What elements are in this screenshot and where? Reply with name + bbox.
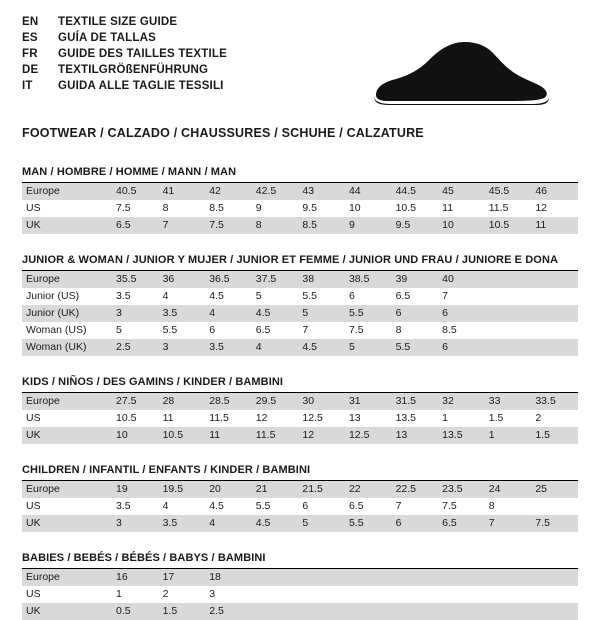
cell: 8.5 [209, 202, 224, 214]
cell: 6 [209, 324, 216, 336]
cell: 21 [252, 481, 299, 498]
row-label: Europe [22, 393, 112, 410]
size-table-children [22, 481, 578, 532]
cell: 5 [298, 305, 345, 322]
cell: 13.5 [395, 412, 416, 424]
cell: 3 [112, 305, 159, 322]
cell: 32 [438, 393, 485, 410]
cell: 2 [162, 588, 169, 600]
row-label: Woman (UK) [22, 339, 112, 356]
section-junior-woman [22, 254, 578, 356]
cell: 21.5 [298, 481, 345, 498]
cell: 6 [438, 305, 485, 322]
cell-empty [531, 498, 578, 515]
language-text-de: TEXTILGRÖßENFÜHRUNG [58, 64, 209, 76]
cell: 4 [205, 515, 252, 532]
cell: 3.5 [205, 339, 252, 356]
cell: 10 [112, 427, 159, 444]
document-header [22, 16, 578, 112]
cell: 23.5 [438, 481, 485, 498]
cell: 4.5 [209, 500, 224, 512]
cell-empty [531, 586, 578, 603]
row-label: UK [22, 427, 112, 444]
cell-empty [531, 322, 578, 339]
row-label: Junior (UK) [22, 305, 112, 322]
cell: 38 [298, 271, 345, 288]
table-row [22, 586, 578, 603]
cell: 11.5 [209, 412, 229, 424]
cell: 42 [205, 183, 252, 200]
language-text-it: GUIDA ALLE TAGLIE TESSILI [58, 80, 224, 92]
cell: 3 [159, 339, 206, 356]
cell: 46 [531, 183, 578, 200]
cell: 5 [298, 515, 345, 532]
language-title-list [22, 16, 227, 96]
cell: 3.5 [159, 515, 206, 532]
cell-empty [485, 271, 532, 288]
cell-empty [485, 586, 532, 603]
cell-empty [298, 603, 345, 620]
language-code-de: DE [22, 64, 39, 76]
cell: 2.5 [205, 603, 252, 620]
cell: 4.5 [252, 515, 299, 532]
size-table-man [22, 183, 578, 234]
cell: 1.5 [531, 427, 578, 444]
row-label: Europe [22, 569, 112, 586]
cell: 45.5 [485, 183, 532, 200]
cell: 4 [252, 339, 299, 356]
language-code-it: IT [22, 80, 33, 92]
cell: 7.5 [531, 515, 578, 532]
cell: 33.5 [531, 393, 578, 410]
cell: 6.5 [112, 217, 159, 234]
cell-empty [345, 586, 392, 603]
cell: 7 [485, 515, 532, 532]
cell: 8.5 [298, 217, 345, 234]
language-title-body [22, 16, 227, 96]
cell-empty [345, 569, 392, 586]
cell: 6.5 [348, 500, 364, 512]
cell: 20 [205, 481, 252, 498]
cell: 40 [438, 271, 485, 288]
cell-empty [298, 586, 345, 603]
cell: 4 [205, 305, 252, 322]
size-table-junior-woman [22, 271, 578, 356]
cell: 2 [535, 412, 542, 424]
section-babies [22, 552, 578, 620]
cell: 5.5 [392, 339, 439, 356]
table-row [22, 322, 578, 339]
table-row [22, 410, 578, 427]
cell: 19 [112, 481, 159, 498]
section-title-kids: KIDS / NIÑOS / DES GAMINS / KINDER / BAMBINI [22, 376, 578, 393]
cell: 41 [159, 183, 206, 200]
cell: 28 [159, 393, 206, 410]
cell: 7.5 [348, 324, 364, 336]
cell: 17 [159, 569, 206, 586]
cell: 1.5 [488, 412, 504, 424]
cell: 3.5 [116, 290, 131, 302]
cell: 11 [531, 217, 578, 234]
cell: 5.5 [162, 324, 178, 336]
section-title-junior-woman: JUNIOR & WOMAN / JUNIOR Y MUJER / JUNIOR ET FEMME / JUNIOR UND FRAU / JUNIORE E DONA [22, 254, 578, 271]
cell: 12 [298, 427, 345, 444]
cell: 7 [159, 217, 206, 234]
cell: 5.5 [255, 500, 271, 512]
cell: 10.5 [485, 217, 532, 234]
cell-empty [438, 603, 485, 620]
table-row [22, 393, 578, 410]
table-row [22, 498, 578, 515]
cell: 31.5 [392, 393, 439, 410]
cell-empty [438, 569, 485, 586]
cell-empty [531, 339, 578, 356]
cell-empty [485, 339, 532, 356]
table-row [22, 427, 578, 444]
language-text-es: GUÍA DE TALLAS [58, 32, 156, 44]
cell: 9.5 [392, 217, 439, 234]
language-text-en: TEXTILE SIZE GUIDE [58, 16, 178, 28]
cell-empty [252, 569, 299, 586]
cell: 8 [162, 202, 169, 214]
section-children [22, 464, 578, 532]
cell-empty [531, 569, 578, 586]
language-code-fr: FR [22, 48, 38, 60]
cell: 8 [252, 217, 299, 234]
cell: 11 [205, 427, 252, 444]
section-title-children: CHILDREN / INFANTIL / ENFANTS / KINDER / BAMBINI [22, 464, 578, 481]
row-label: US [26, 588, 41, 600]
cell: 2.5 [112, 339, 159, 356]
language-code-en: EN [22, 16, 39, 28]
cell: 9 [345, 217, 392, 234]
table-row [22, 339, 578, 356]
row-label: UK [22, 217, 112, 234]
cell: 12.5 [345, 427, 392, 444]
table-row [22, 271, 578, 288]
cell: 3 [209, 588, 216, 600]
cell-empty [485, 305, 532, 322]
cell-empty [485, 569, 532, 586]
cell: 27.5 [112, 393, 159, 410]
section-title-man: MAN / HOMBRE / HOMME / MANN / MAN [22, 166, 578, 183]
cell: 5 [116, 324, 122, 336]
cell: 44 [345, 183, 392, 200]
cell: 5 [345, 339, 392, 356]
cell: 10 [348, 202, 361, 214]
cell: 31 [345, 393, 392, 410]
cell: 7 [302, 324, 309, 336]
cell: 19.5 [159, 481, 206, 498]
cell: 8.5 [442, 324, 457, 336]
table-row [22, 200, 578, 217]
table-row [22, 217, 578, 234]
cell: 6 [348, 290, 355, 302]
row-label: US [26, 202, 41, 214]
cell: 4 [162, 500, 169, 512]
dress-shoe-icon [362, 32, 552, 112]
row-label: Europe [22, 481, 112, 498]
cell: 11 [442, 202, 454, 214]
cell: 6 [438, 339, 485, 356]
cell: 22 [345, 481, 392, 498]
cell: 37.5 [252, 271, 299, 288]
cell: 45 [438, 183, 485, 200]
language-row-it [22, 80, 227, 96]
cell: 36.5 [205, 271, 252, 288]
cell: 5.5 [345, 305, 392, 322]
cell: 22.5 [392, 481, 439, 498]
cell: 30 [298, 393, 345, 410]
cell: 11.5 [488, 202, 509, 214]
cell: 1 [116, 588, 122, 600]
cell: 28.5 [205, 393, 252, 410]
cell: 11.5 [252, 427, 299, 444]
cell: 42.5 [252, 183, 299, 200]
cell: 43 [298, 183, 345, 200]
cell: 5.5 [345, 515, 392, 532]
row-label: UK [22, 515, 112, 532]
cell: 9 [255, 202, 262, 214]
cell-empty [531, 603, 578, 620]
cell-empty [531, 288, 578, 305]
cell: 7 [395, 500, 402, 512]
cell: 4 [162, 290, 169, 302]
cell: 6.5 [438, 515, 485, 532]
language-row-en [22, 16, 227, 32]
cell: 16 [112, 569, 159, 586]
table-row [22, 183, 578, 200]
page-title: FOOTWEAR / CALZADO / CHAUSSURES / SCHUHE / CALZATURE [22, 126, 424, 140]
cell: 10.5 [116, 412, 137, 424]
cell-empty [298, 569, 345, 586]
cell: 0.5 [112, 603, 159, 620]
cell: 38.5 [345, 271, 392, 288]
cell-empty [531, 271, 578, 288]
cell: 39 [392, 271, 439, 288]
table-row [22, 569, 578, 586]
cell: 5 [255, 290, 262, 302]
row-label: Junior (US) [26, 290, 80, 302]
section-kids [22, 376, 578, 444]
table-row [22, 603, 578, 620]
row-label: US [26, 500, 41, 512]
cell: 7.5 [442, 500, 457, 512]
cell: 7 [442, 290, 448, 302]
section-man [22, 166, 578, 234]
cell: 11 [162, 412, 174, 424]
size-table-kids [22, 393, 578, 444]
cell: 3.5 [159, 305, 206, 322]
cell: 12 [255, 412, 268, 424]
cell: 36 [159, 271, 206, 288]
cell: 6 [392, 515, 439, 532]
cell-empty [392, 603, 439, 620]
table-row [22, 481, 578, 498]
cell: 35.5 [112, 271, 159, 288]
cell: 8 [395, 324, 402, 336]
table-row [22, 288, 578, 305]
cell: 13 [392, 427, 439, 444]
cell: 10.5 [395, 202, 416, 214]
row-label: UK [22, 603, 112, 620]
cell: 4.5 [252, 305, 299, 322]
section-title-babies: BABIES / BEBÉS / BÉBÉS / BABYS / BAMBINI [22, 552, 578, 569]
row-label: US [26, 412, 41, 424]
language-text-fr: GUIDE DES TAILLES TEXTILE [58, 48, 227, 60]
cell: 1 [442, 412, 448, 424]
cell-empty [485, 322, 532, 339]
cell: 29.5 [252, 393, 299, 410]
cell: 12.5 [302, 412, 323, 424]
cell-empty [485, 603, 532, 620]
language-code-es: ES [22, 32, 38, 44]
cell-empty [252, 603, 299, 620]
cell-empty [531, 305, 578, 322]
cell: 4.5 [209, 290, 224, 302]
row-label: Europe [22, 271, 112, 288]
cell-empty [392, 586, 439, 603]
cell: 7.5 [116, 202, 131, 214]
cell: 25 [531, 481, 578, 498]
cell: 33 [485, 393, 532, 410]
cell: 7.5 [205, 217, 252, 234]
cell: 12 [535, 202, 548, 214]
cell: 6 [302, 500, 309, 512]
cell: 18 [205, 569, 252, 586]
table-row [22, 515, 578, 532]
cell: 5.5 [302, 290, 317, 302]
table-row [22, 305, 578, 322]
cell: 10.5 [159, 427, 206, 444]
language-row-es [22, 32, 227, 48]
cell-empty [392, 569, 439, 586]
cell-empty [485, 288, 532, 305]
cell: 1 [485, 427, 532, 444]
cell: 40.5 [112, 183, 159, 200]
language-row-de [22, 64, 227, 80]
cell: 6.5 [395, 290, 411, 302]
row-label: Woman (US) [26, 324, 87, 336]
cell: 10 [438, 217, 485, 234]
row-label: Europe [22, 183, 112, 200]
cell: 8 [488, 500, 495, 512]
cell: 24 [485, 481, 532, 498]
cell: 9.5 [302, 202, 317, 214]
cell-empty [438, 586, 485, 603]
cell-empty [252, 586, 299, 603]
cell-empty [345, 603, 392, 620]
cell: 44.5 [392, 183, 439, 200]
language-row-fr [22, 48, 227, 64]
cell: 3 [112, 515, 159, 532]
cell: 6.5 [255, 324, 271, 336]
cell: 13.5 [438, 427, 485, 444]
cell: 13 [348, 412, 361, 424]
cell: 4.5 [298, 339, 345, 356]
cell: 6 [392, 305, 439, 322]
size-table-babies [22, 569, 578, 620]
cell: 1.5 [159, 603, 206, 620]
cell: 3.5 [116, 500, 131, 512]
